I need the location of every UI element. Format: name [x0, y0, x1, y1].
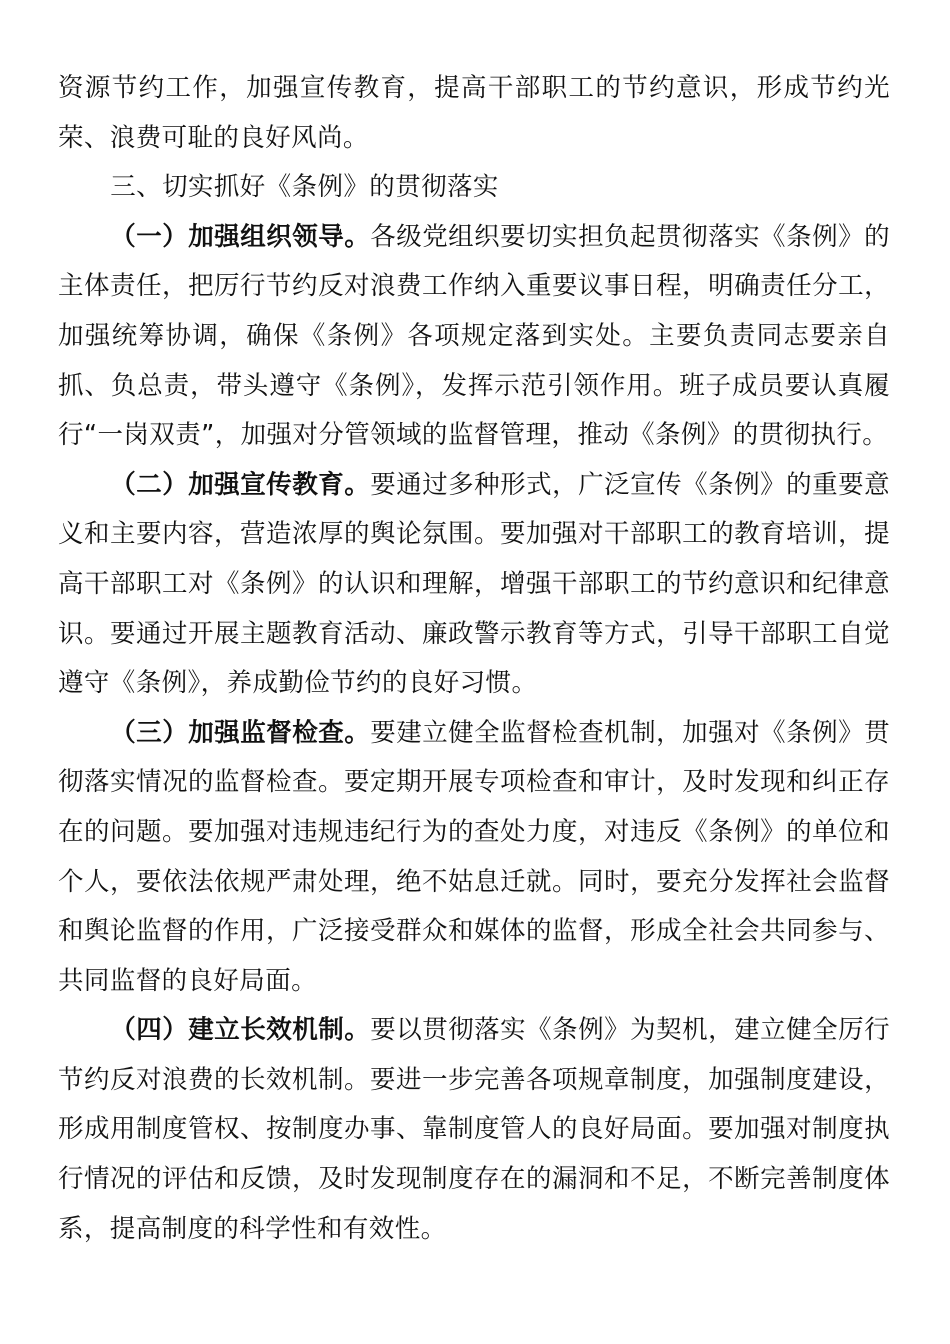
paragraph-publicity-education	[58, 461, 890, 709]
paragraph-text: 要以贯彻落实《条例》为契机，建立健全厉行节约反对浪费的长效机制。要进一步完善各项规章制度，加强制度建设，形成用制度管权、按制度办事、靠制度管人的良好局面。要加强对制度执行情况的评估和反馈，及时发现制度存在的漏洞和不足，不断完善制度体系，提高制度的科学性和有效性。	[58, 1015, 890, 1244]
paragraph-lead: （一）加强组织领导。	[110, 221, 371, 252]
paragraph-text: 要通过多种形式，广泛宣传《条例》的重要意义和主要内容，营造浓厚的舆论氛围。要加强对干部职工的教育培训，提高干部职工对《条例》的认识和理解，增强干部职工的节约意识和纪律意识。要通过开展主题教育活动、廉政警示教育等方式，引导干部职工自觉遵守《条例》，养成勤俭节约的良好习惯。	[58, 469, 890, 699]
paragraph-text: 资源节约工作，加强宣传教育，提高干部职工的节约意识，形成节约光荣、浪费可耻的良好风尚。	[58, 73, 890, 153]
section-heading	[58, 163, 890, 213]
paragraph-text: 各级党组织要切实担负起贯彻落实《条例》的主体责任，把厉行节约反对浪费工作纳入重要议事日程，明确责任分工，加强统筹协调，确保《条例》各项规定落到实处。主要负责同志要亲自抓、负总责，带头遵守《条例》，发挥示范引领作用。班子成员要认真履行“一岗双责”，加强对分管领域的监督管理，推动《条例》的贯彻执行。	[58, 221, 890, 451]
section-heading-text: 三、切实抓好《条例》的贯彻落实	[110, 172, 499, 203]
paragraph-lead: （四）建立长效机制。	[110, 1015, 371, 1046]
paragraph-long-term-mechanism	[58, 1006, 890, 1254]
paragraph-organization-leadership	[58, 213, 890, 461]
document-body	[58, 64, 890, 1254]
paragraph-supervision-inspection	[58, 709, 890, 1007]
paragraph-text: 要建立健全监督检查机制，加强对《条例》贯彻落实情况的监督检查。要定期开展专项检查和审计，及时发现和纠正存在的问题。要加强对违规违纪行为的查处力度，对违反《条例》的单位和个人，要依法依规严肃处理，绝不姑息迁就。同时，要充分发挥社会监督和舆论监督的作用，广泛接受群众和媒体的监督，形成全社会共同参与、共同监督的良好局面。	[58, 717, 890, 996]
paragraph-lead: （二）加强宣传教育。	[110, 469, 371, 500]
paragraph-continuation	[58, 64, 890, 163]
paragraph-lead: （三）加强监督检查。	[110, 717, 371, 748]
